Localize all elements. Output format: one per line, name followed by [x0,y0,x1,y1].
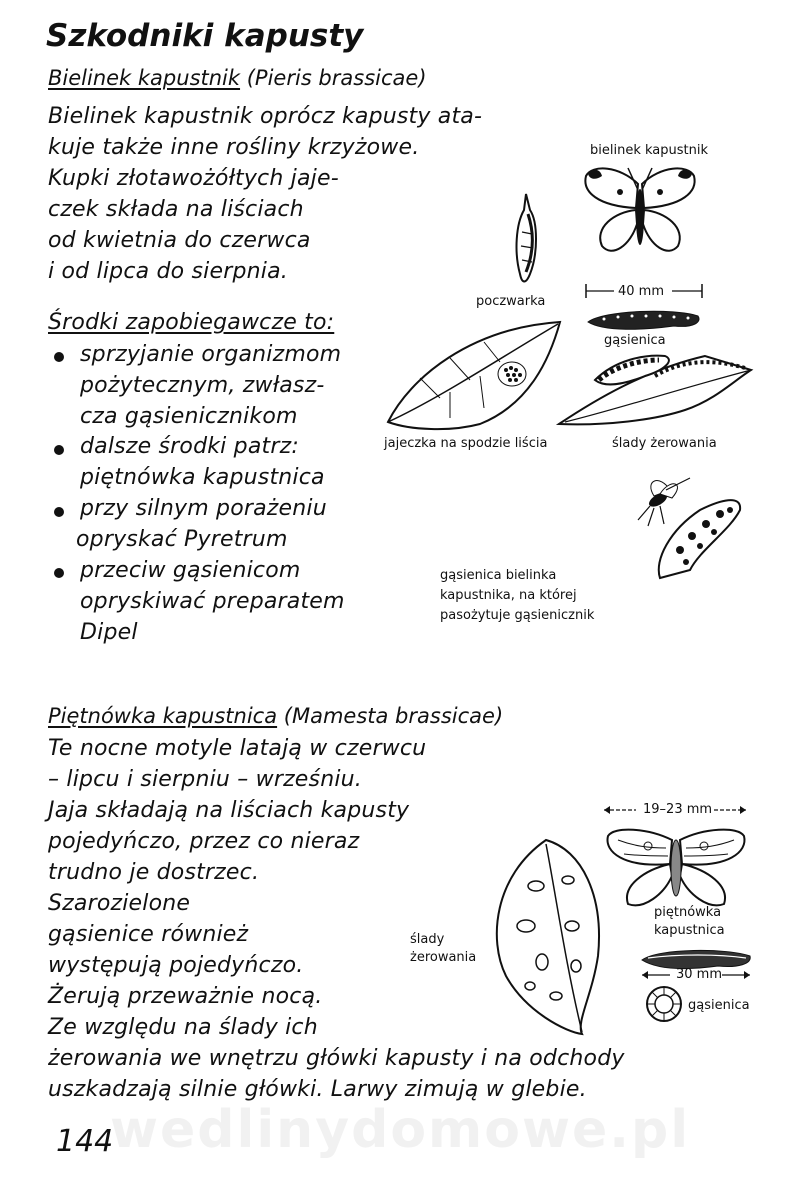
section1-line: Bielinek kapustnik oprócz kapusty ata- [48,104,483,129]
section2-line: Szarozielone [48,891,191,916]
section1-name: Bielinek kapustnik [48,66,241,90]
cabbage-white-butterfly-illustration [580,162,700,262]
bullet-line: opryskiwać preparatem [80,589,345,614]
bullet-dot [54,507,64,517]
leaf-with-eggs-illustration [380,318,565,433]
section1-line: Kupki złotawożółtych jaje- [48,166,339,191]
section2-line: uszkadzają silnie główki. Larwy zimują w glebie. [48,1077,587,1102]
caption-moth-size: 19–23 mm [643,802,713,817]
caption-parasite-line: pasożytuje gąsienicznik [440,608,595,623]
section2-line: występują pojedyńczo. [48,953,304,978]
caption-feeding2-line: ślady [410,932,445,947]
section2-line: – lipcu i sierpniu – wrześniu. [48,767,362,792]
bullet-line: sprzyjanie organizmom [80,342,342,367]
section1-latin: (Pieris brassicae) [246,66,427,90]
section1-line: od kwietnia do czerwca [48,228,311,253]
caption-pupa: poczwarka [476,294,546,309]
section1-line: czek składa na liściach [48,197,304,222]
section2-heading [48,704,503,728]
caption-eggs: jajeczka na spodzie liścia [384,436,548,451]
pupa-illustration [512,192,542,287]
bullet-line: cza gąsienicznikom [80,404,298,429]
caption-feeding: ślady żerowania [612,436,717,451]
parasitoid-wasp-illustration [630,470,750,580]
section2-line: Żerują przeważnie nocą. [48,984,323,1009]
section2-line: Jaja składają na liściach kapusty [48,798,410,823]
page-title: Szkodniki kapusty [46,18,364,54]
section2-line: gąsienice również [48,922,249,947]
caption-caterpillar2: gąsienica [688,998,750,1013]
section2-line: Te nocne motyle latają w czerwcu [48,736,427,761]
section2-line: pojedyńczo, przez co nieraz [48,829,360,854]
damaged-cabbage-leaf-illustration [486,836,606,1036]
page-number: 144 [56,1124,114,1159]
bullet-line: pożytecznym, zwłasz- [80,373,325,398]
caption-parasite-line: kapustnika, na której [440,588,577,603]
curled-caterpillar-illustration [642,984,686,1024]
caption-butterfly: bielinek kapustnik [590,143,708,158]
bullet-dot [54,568,64,578]
bullet-line: przeciw gąsienicom [80,558,301,583]
measures-heading: Środki zapobiegawcze to: [48,310,335,335]
section1-line: kuje także inne rośliny krzyżowe. [48,135,420,160]
caption-larva-size: 30 mm [676,967,723,982]
caption-parasite-line: gąsienica bielinka [440,568,557,583]
bullet-line: dalsze środki patrz: [80,434,299,459]
feeding-damage-leaf-illustration [555,340,755,430]
caption-feeding2-line: żerowania [410,950,477,965]
bullet-line: przy silnym porażeniu [80,496,327,521]
caterpillar-illustration [584,306,704,332]
section2-name: Piętnówka kapustnica [48,704,278,728]
cabbage-moth-illustration [604,824,748,910]
caption-caterpillar: gąsienica [604,333,666,348]
watermark: wedlinydomowe.pl [110,1100,691,1160]
section1-line: i od lipca do sierpnia. [48,259,288,284]
bullet-dot [54,352,64,362]
section1-heading [48,66,427,90]
bullet-line: Dipel [80,620,138,645]
section2-line: Ze względu na ślady ich [48,1015,318,1040]
caption-size: 40 mm [618,284,665,299]
bullet-line: opryskać Pyretrum [76,527,288,552]
section2-line: żerowania we wnętrzu główki kapusty i na odchody [48,1046,625,1071]
bullet-dot [54,445,64,455]
section2-line: trudno je dostrzec. [48,860,260,885]
section2-latin: (Mamesta brassicae) [283,704,504,728]
caption-moth-line: kapustnica [654,923,725,938]
bullet-line: piętnówka kapustnica [80,465,325,490]
caption-moth-line: piętnówka [654,905,722,920]
